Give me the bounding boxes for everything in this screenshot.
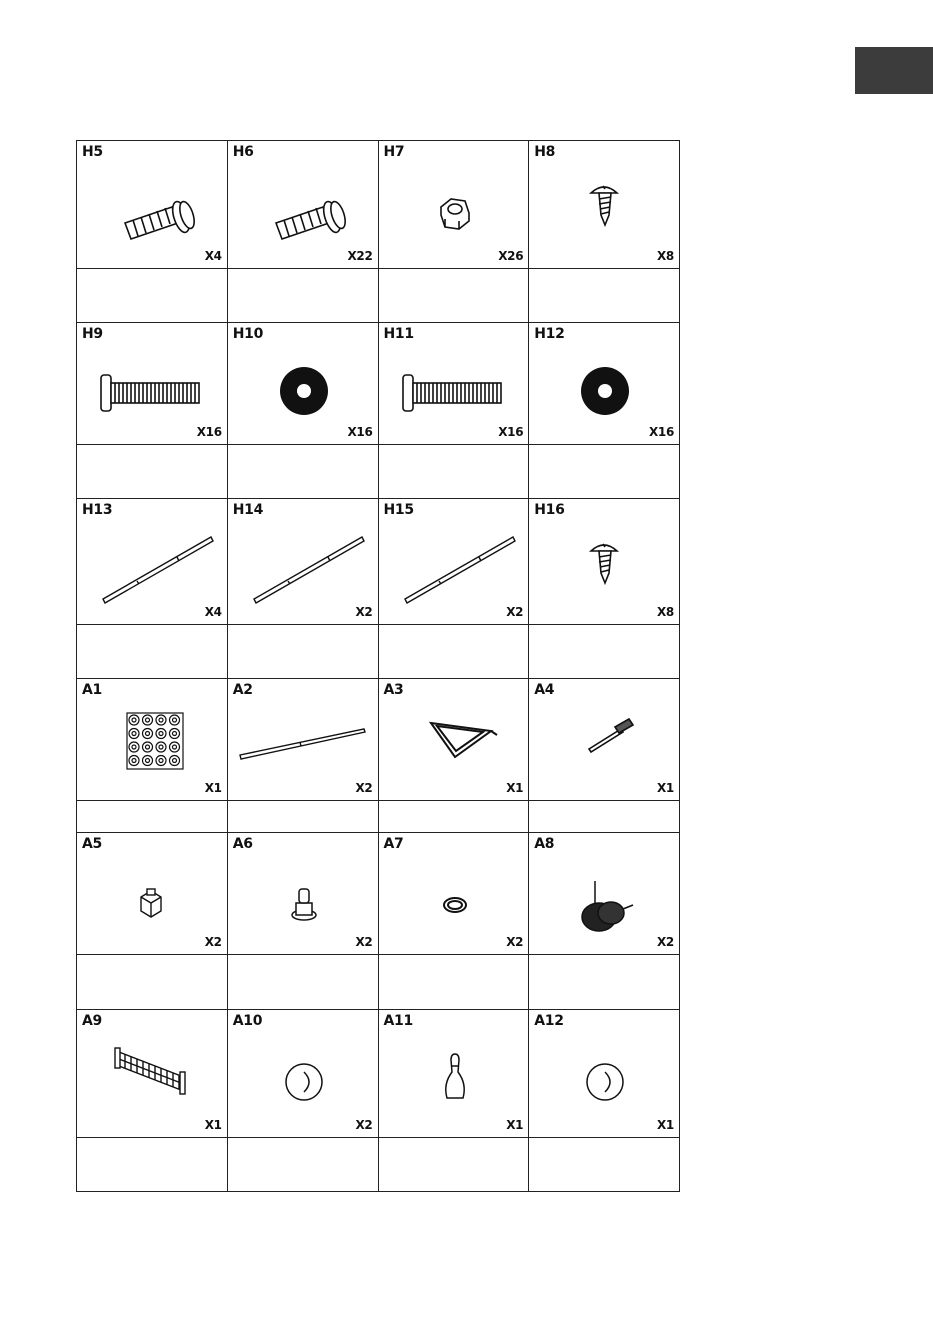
- parts-row: [77, 833, 680, 955]
- blank-cell: [227, 1138, 378, 1192]
- part-code: A7: [383, 836, 404, 852]
- part-cell: [529, 499, 680, 625]
- part-code: A12: [534, 1013, 564, 1029]
- blank-cell: [227, 445, 378, 499]
- part-code: A5: [82, 836, 102, 852]
- blank-row: [77, 801, 680, 833]
- part-quantity: X1: [204, 781, 222, 795]
- part-quantity: X2: [355, 935, 373, 949]
- part-quantity: X2: [656, 935, 674, 949]
- part-code: H10: [232, 326, 264, 342]
- part-cell: [378, 833, 529, 955]
- part-cell: [378, 323, 529, 445]
- blank-cell: [529, 801, 680, 833]
- part-code: H14: [232, 502, 264, 518]
- blank-cell: [529, 269, 680, 323]
- part-quantity: X8: [656, 249, 674, 263]
- part-code: H11: [383, 326, 414, 342]
- part-cell: [77, 679, 228, 801]
- blank-cell: [529, 955, 680, 1010]
- blank-cell: [77, 955, 228, 1010]
- part-code: H8: [534, 144, 556, 160]
- blank-row: [77, 269, 680, 323]
- language-tab-marker: [855, 47, 933, 94]
- blank-cell: [227, 625, 378, 679]
- part-code: A4: [534, 682, 555, 698]
- part-code: H5: [82, 144, 103, 160]
- part-quantity: X1: [506, 1118, 524, 1132]
- part-code: H9: [82, 326, 103, 342]
- part-cell: [77, 141, 228, 269]
- part-cell: [227, 499, 378, 625]
- blank-row: [77, 955, 680, 1010]
- parts-row: [77, 499, 680, 625]
- part-cell: [77, 833, 228, 955]
- blank-cell: [529, 625, 680, 679]
- blank-cell: [378, 269, 529, 323]
- blank-cell: [227, 955, 378, 1010]
- part-code: H6: [232, 144, 254, 160]
- part-cell: [227, 1010, 378, 1138]
- blank-row: [77, 1138, 680, 1192]
- part-cell: [378, 141, 529, 269]
- part-quantity: X2: [355, 1118, 373, 1132]
- part-cell: [378, 499, 529, 625]
- part-code: H12: [534, 326, 565, 342]
- part-quantity: X22: [347, 249, 373, 263]
- parts-row: [77, 141, 680, 269]
- part-quantity: X2: [506, 605, 524, 619]
- part-cell: [529, 141, 680, 269]
- parts-table: [76, 140, 680, 1192]
- part-quantity: X4: [204, 249, 222, 263]
- blank-cell: [378, 445, 529, 499]
- part-quantity: X16: [347, 425, 373, 439]
- part-quantity: X1: [204, 1118, 222, 1132]
- part-cell: [378, 1010, 529, 1138]
- blank-row: [77, 445, 680, 499]
- part-quantity: X1: [656, 1118, 674, 1132]
- blank-cell: [77, 801, 228, 833]
- blank-cell: [77, 445, 228, 499]
- part-quantity: X8: [656, 605, 674, 619]
- part-quantity: X2: [355, 781, 373, 795]
- part-code: A2: [232, 682, 253, 698]
- part-quantity: X2: [204, 935, 222, 949]
- part-quantity: X16: [648, 425, 674, 439]
- part-code: H13: [82, 502, 113, 518]
- blank-row: [77, 625, 680, 679]
- part-code: A9: [82, 1013, 102, 1029]
- parts-row: [77, 323, 680, 445]
- part-quantity: X2: [506, 935, 524, 949]
- part-cell: [529, 833, 680, 955]
- blank-cell: [378, 955, 529, 1010]
- blank-cell: [378, 801, 529, 833]
- part-code: A1: [82, 682, 102, 698]
- parts-row: [77, 679, 680, 801]
- blank-cell: [529, 1138, 680, 1192]
- blank-cell: [227, 269, 378, 323]
- part-quantity: X26: [498, 249, 524, 263]
- part-cell: [77, 1010, 228, 1138]
- blank-cell: [77, 625, 228, 679]
- part-quantity: X2: [355, 605, 373, 619]
- part-cell: [529, 323, 680, 445]
- part-code: A3: [383, 682, 404, 698]
- part-cell: [529, 679, 680, 801]
- parts-row: [77, 1010, 680, 1138]
- blank-cell: [529, 445, 680, 499]
- part-code: H16: [534, 502, 565, 518]
- part-quantity: X16: [498, 425, 524, 439]
- part-cell: [227, 679, 378, 801]
- blank-cell: [378, 625, 529, 679]
- blank-cell: [227, 801, 378, 833]
- part-cell: [77, 323, 228, 445]
- part-cell: [529, 1010, 680, 1138]
- part-cell: [378, 679, 529, 801]
- part-code: H7: [383, 144, 405, 160]
- blank-cell: [378, 1138, 529, 1192]
- part-code: A11: [383, 1013, 413, 1029]
- part-quantity: X1: [656, 781, 674, 795]
- part-code: A6: [232, 836, 253, 852]
- part-quantity: X1: [506, 781, 524, 795]
- part-cell: [227, 323, 378, 445]
- part-code: A10: [232, 1013, 263, 1029]
- part-quantity: X4: [204, 605, 222, 619]
- part-code: A8: [534, 836, 555, 852]
- part-cell: [77, 499, 228, 625]
- blank-cell: [77, 1138, 228, 1192]
- part-code: H15: [383, 502, 414, 518]
- part-cell: [227, 141, 378, 269]
- part-cell: [227, 833, 378, 955]
- blank-cell: [77, 269, 228, 323]
- part-quantity: X16: [196, 425, 222, 439]
